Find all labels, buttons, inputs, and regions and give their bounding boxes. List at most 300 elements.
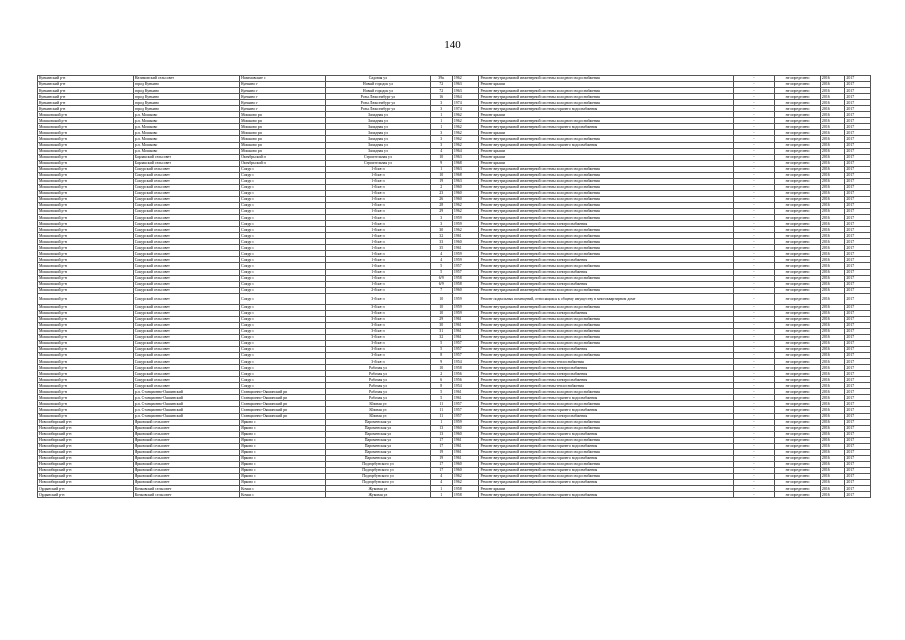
cost-cell: - [733,365,774,371]
municipality-cell: Сокурский сельсовет [133,233,239,239]
settlement-cell: Сокур с [240,287,326,293]
work-type-cell: Ремонт внутридомовой инженерной системы холодного водоснабжения [479,353,733,359]
street-cell: 1-й кв-л [326,196,430,202]
cost-cell: - [733,455,774,461]
municipality-cell: Сокурский сельсовет [133,334,239,340]
settlement-cell: Сокур с [240,275,326,281]
street-cell: Розы Люксембург ул [326,94,430,100]
end-year-cell: 2017 [845,365,871,371]
street-cell: 1-й кв-л [326,190,430,196]
cost-cell: - [733,233,774,239]
work-type-cell: Ремонт внутридомовой инженерной системы холодного водоснабжения [479,190,733,196]
municipality-cell: Ярковский сельсовет [133,425,239,431]
end-year-cell: 2017 [845,328,871,334]
status-cell: не определено [775,389,821,395]
work-type-cell: Ремонт внутридомовой инженерной системы электроснабжения [479,377,733,383]
house-number-cell: 11 [430,407,452,413]
status-cell: не определено [775,227,821,233]
year-cell: 1960 [452,239,479,245]
year-cell: 1963 [452,166,479,172]
street-cell: Строительная ул [326,160,430,166]
street-cell: 3-й кв-л [326,310,430,316]
municipality-cell: город Куньино [133,82,239,88]
cost-cell: - [733,425,774,431]
street-cell: Западная ул [326,112,430,118]
end-year-cell: 2017 [845,251,871,257]
municipality-cell: Сокурский сельсовет [133,377,239,383]
municipality-cell: Сокурский сельсовет [133,263,239,269]
start-year-cell: 2016 [820,82,844,88]
end-year-cell: 2017 [845,227,871,233]
status-cell: не определено [775,190,821,196]
year-cell: 1957 [452,263,479,269]
year-cell: 1957 [452,413,479,419]
end-year-cell: 2017 [845,281,871,287]
house-number-cell: 5 [430,395,452,401]
cost-cell: - [733,419,774,425]
cost-cell: - [733,154,774,160]
municipality-cell: р.п. Мошково [133,118,239,124]
municipality-cell: р.п. Станционно-Ояшинский [133,395,239,401]
district-cell: Мошковский р-н [38,130,134,136]
house-number-cell: 4 [430,480,452,486]
work-type-cell: Ремонт внутридомовой инженерной системы холодного водоснабжения [479,172,733,178]
house-number-cell: 9 [430,160,452,166]
status-cell: не определено [775,88,821,94]
status-cell: не определено [775,178,821,184]
start-year-cell: 2016 [820,209,844,215]
district-cell: Куньинский р-н [38,88,134,94]
house-number-cell: 28 [430,202,452,208]
status-cell: не определено [775,310,821,316]
status-cell: не определено [775,383,821,389]
start-year-cell: 2016 [820,142,844,148]
status-cell: не определено [775,322,821,328]
street-cell: 1-й кв-л [326,166,430,172]
street-cell: Западная ул [326,118,430,124]
cost-cell: - [733,340,774,346]
house-number-cell: 11 [430,401,452,407]
start-year-cell: 2016 [820,304,844,310]
municipality-cell: р.п. Станционно-Ояшинский [133,401,239,407]
district-cell: Мошковский р-н [38,245,134,251]
start-year-cell: 2016 [820,190,844,196]
end-year-cell: 2017 [845,263,871,269]
end-year-cell: 2017 [845,269,871,275]
settlement-cell: Сокур с [240,269,326,275]
district-cell: Мошковский р-н [38,401,134,407]
year-cell: 1959 [452,215,479,221]
settlement-cell: Сокур с [240,293,326,304]
year-cell: 1959 [452,310,479,316]
work-type-cell: Ремонт внутридомовой инженерной системы электроснабжения [479,371,733,377]
end-year-cell: 2017 [845,88,871,94]
status-cell: не определено [775,455,821,461]
house-number-cell: 10 [430,154,452,160]
cost-cell: - [733,377,774,383]
status-cell: не определено [775,328,821,334]
district-cell: Мошковский р-н [38,365,134,371]
street-cell: Пароменская ул [326,431,430,437]
cost-cell: - [733,449,774,455]
district-cell: Мошковский р-н [38,322,134,328]
work-type-cell: Ремонт внутридомовой инженерной системы холодного водоснабжения [479,287,733,293]
municipality-cell: Сокурский сельсовет [133,340,239,346]
settlement-cell: Сокур с [240,353,326,359]
cost-cell: - [733,88,774,94]
street-cell: Западная ул [326,148,430,154]
status-cell: не определено [775,76,821,82]
start-year-cell: 2016 [820,437,844,443]
status-cell: не определено [775,106,821,112]
cost-cell: - [733,304,774,310]
street-cell: 1-й кв-л [326,239,430,245]
end-year-cell: 2017 [845,221,871,227]
year-cell: 1961 [452,443,479,449]
status-cell: не определено [775,251,821,257]
district-cell: Мошковский р-н [38,407,134,413]
work-type-cell: Ремонт внутридомовой инженерной системы холодного водоснабжения [479,389,733,395]
house-number-cell: 19 [430,449,452,455]
municipality-cell: Сокурский сельсовет [133,178,239,184]
settlement-cell: Станционно-Ояшинский рп [240,407,326,413]
house-number-cell: 10 [430,310,452,316]
work-type-cell: Ремонт внутридомовой инженерной системы горячего водоснабжения [479,467,733,473]
district-cell: Новосибирский р-н [38,480,134,486]
year-cell: 1960 [452,425,479,431]
end-year-cell: 2017 [845,371,871,377]
district-cell: Мошковский р-н [38,328,134,334]
work-type-cell: Ремонт внутридомовой инженерной системы горячего водоснабжения [479,395,733,401]
end-year-cell: 2017 [845,395,871,401]
end-year-cell: 2017 [845,310,871,316]
status-cell: не определено [775,304,821,310]
status-cell: не определено [775,347,821,353]
start-year-cell: 2016 [820,287,844,293]
settlement-cell: Ярково с [240,425,326,431]
cost-cell: - [733,112,774,118]
status-cell: не определено [775,425,821,431]
street-cell: 1-й кв-л [326,221,430,227]
end-year-cell: 2017 [845,245,871,251]
status-cell: не определено [775,257,821,263]
house-number-cell: 3 [430,215,452,221]
municipality-cell: город Куньино [133,94,239,100]
house-number-cell: 26 [430,196,452,202]
municipality-cell: Сокурский сельсовет [133,316,239,322]
house-number-cell: 6/9 [430,281,452,287]
cost-cell: - [733,221,774,227]
house-number-cell: 4 [430,148,452,154]
district-cell: Мошковский р-н [38,251,134,257]
year-cell: 1958 [452,281,479,287]
status-cell: не определено [775,275,821,281]
settlement-cell: Сокур с [240,340,326,346]
cost-cell: - [733,443,774,449]
house-number-cell: 72 [430,88,452,94]
district-cell: Мошковский р-н [38,353,134,359]
cost-cell: - [733,263,774,269]
municipality-cell: Сокурский сельсовет [133,304,239,310]
cost-cell: - [733,310,774,316]
start-year-cell: 2016 [820,293,844,304]
district-cell: Новосибирский р-н [38,449,134,455]
work-type-cell: Ремонт внутридомовой инженерной системы холодного водоснабжения [479,437,733,443]
district-cell: Куньинский р-н [38,106,134,112]
settlement-cell: Сокур с [240,172,326,178]
district-cell: Мошковский р-н [38,233,134,239]
street-cell: Подгорбунского ул [326,474,430,480]
municipality-cell: Сокурский сельсовет [133,347,239,353]
end-year-cell: 2017 [845,239,871,245]
start-year-cell: 2016 [820,88,844,94]
status-cell: не определено [775,371,821,377]
end-year-cell: 2017 [845,413,871,419]
street-cell: 1-й кв-л [326,215,430,221]
district-cell: Куньинский р-н [38,76,134,82]
cost-cell: - [733,172,774,178]
municipality-cell: Сокурский сельсовет [133,227,239,233]
municipality-cell: Ярковский сельсовет [133,461,239,467]
street-cell: 1-й кв-л [326,178,430,184]
work-type-cell: Ремонт внутридомовой инженерной системы холодного водоснабжения [479,334,733,340]
work-type-cell: Ремонт внутридомовой инженерной системы холодного водоснабжения [479,215,733,221]
year-cell: 1959 [452,257,479,263]
municipality-cell: Сокурский сельсовет [133,383,239,389]
end-year-cell: 2017 [845,316,871,322]
start-year-cell: 2016 [820,371,844,377]
work-type-cell: Ремонт внутридомовой инженерной системы холодного водоснабжения [479,202,733,208]
municipality-cell: Сокурский сельсовет [133,215,239,221]
settlement-cell: Куньино г [240,100,326,106]
year-cell: 1960 [452,431,479,437]
district-cell: Мошковский р-н [38,413,134,419]
settlement-cell: Мошково рп [240,112,326,118]
settlement-cell: Ярково с [240,480,326,486]
start-year-cell: 2016 [820,389,844,395]
municipality-cell: р.п. Мошково [133,130,239,136]
street-cell: 3-й кв-л [326,353,430,359]
work-type-cell: Ремонт внутридомовой инженерной системы горячего водоснабжения [479,124,733,130]
start-year-cell: 2016 [820,184,844,190]
start-year-cell: 2016 [820,340,844,346]
start-year-cell: 2016 [820,480,844,486]
house-number-cell: 72 [430,82,452,88]
cost-cell: - [733,401,774,407]
start-year-cell: 2016 [820,245,844,251]
start-year-cell: 2016 [820,263,844,269]
district-cell: Мошковский р-н [38,383,134,389]
work-type-cell: Ремонт внутридомовой инженерной системы теплоснабжения [479,359,733,365]
year-cell: 1964 [452,148,479,154]
work-type-cell: Ремонт внутридомовой инженерной системы электроснабжения [479,221,733,227]
settlement-cell: Сокур с [240,257,326,263]
settlement-cell: Ярково с [240,419,326,425]
street-cell: Подгорбунского ул [326,480,430,486]
year-cell: 1960 [452,184,479,190]
settlement-cell: Ярково с [240,449,326,455]
cost-cell: - [733,474,774,480]
year-cell: 1962 [452,202,479,208]
year-cell: 1960 [452,467,479,473]
cost-cell: - [733,437,774,443]
status-cell: не определено [775,172,821,178]
district-cell: Мошковский р-н [38,257,134,263]
district-cell: Новосибирский р-н [38,474,134,480]
work-type-cell: Ремонт внутридомовой инженерной системы холодного водоснабжения [479,184,733,190]
status-cell: не определено [775,401,821,407]
status-cell: не определено [775,443,821,449]
work-type-cell: Ремонт внутридомовой инженерной системы холодного водоснабжения [479,227,733,233]
house-number-cell: 8 [430,353,452,359]
settlement-cell: Ярково с [240,474,326,480]
municipality-cell: Ярковский сельсовет [133,480,239,486]
street-cell: Западная ул [326,136,430,142]
house-number-cell: 3 [430,106,452,112]
start-year-cell: 2016 [820,136,844,142]
house-number-cell: 16 [430,94,452,100]
cost-cell: - [733,371,774,377]
work-type-cell: Ремонт внутридомовой инженерной системы холодного водоснабжения [479,419,733,425]
status-cell: не определено [775,407,821,413]
settlement-cell: Ярково с [240,443,326,449]
district-cell: Мошковский р-н [38,304,134,310]
start-year-cell: 2016 [820,401,844,407]
street-cell: Рабочая ул [326,371,430,377]
work-type-cell: Ремонт внутридомовой инженерной системы холодного водоснабжения [479,166,733,172]
municipality-cell: Сокурский сельсовет [133,359,239,365]
work-type-cell: Ремонт внутридомовой инженерной системы холодного водоснабжения [479,245,733,251]
year-cell: 1954 [452,359,479,365]
district-cell: Мошковский р-н [38,215,134,221]
status-cell: не определено [775,461,821,467]
district-cell: Новосибирский р-н [38,455,134,461]
start-year-cell: 2016 [820,281,844,287]
start-year-cell: 2016 [820,215,844,221]
status-cell: не определено [775,474,821,480]
district-cell: Мошковский р-н [38,347,134,353]
year-cell: 1962 [452,124,479,130]
year-cell: 1963 [452,82,479,88]
cost-cell: - [733,287,774,293]
work-type-cell: Ремонт крыши [479,148,733,154]
cost-cell: - [733,166,774,172]
status-cell: не определено [775,245,821,251]
work-type-cell: Ремонт внутридомовой инженерной системы холодного водоснабжения [479,136,733,142]
start-year-cell: 2016 [820,419,844,425]
start-year-cell: 2016 [820,233,844,239]
settlement-cell: Сокур с [240,281,326,287]
start-year-cell: 2016 [820,328,844,334]
year-cell: 1962 [452,76,479,82]
municipality-cell: р.п. Станционно-Ояшинский [133,389,239,395]
cost-cell: - [733,215,774,221]
municipality-cell: Сокурский сельсовет [133,275,239,281]
district-cell: Новосибирский р-н [38,437,134,443]
house-number-cell: 5 [430,269,452,275]
house-number-cell: 35 [430,245,452,251]
district-cell: Мошковский р-н [38,172,134,178]
settlement-cell: Сокур с [240,322,326,328]
settlement-cell: Сокур с [240,184,326,190]
end-year-cell: 2017 [845,160,871,166]
district-cell: Мошковский р-н [38,148,134,154]
municipality-cell: город Куньино [133,100,239,106]
status-cell: не определено [775,413,821,419]
municipality-cell: Сокурский сельсовет [133,287,239,293]
district-cell: Мошковский р-н [38,287,134,293]
work-type-cell: Ремонт внутридомовой инженерной системы электроснабжения [479,281,733,287]
municipality-cell: Сокурский сельсовет [133,353,239,359]
house-number-cell: 5 [430,263,452,269]
settlement-cell: Сокур с [240,304,326,310]
cost-cell: - [733,389,774,395]
street-cell: 3-й кв-л [326,328,430,334]
start-year-cell: 2016 [820,310,844,316]
street-cell: Рабочая ул [326,389,430,395]
end-year-cell: 2017 [845,383,871,389]
year-cell: 1962 [452,227,479,233]
work-type-cell: Ремонт внутридомовой инженерной системы холодного водоснабжения [479,251,733,257]
street-cell: 2-й кв-л [326,287,430,293]
end-year-cell: 2017 [845,166,871,172]
end-year-cell: 2017 [845,353,871,359]
municipality-cell: Барлакский сельсовет [133,160,239,166]
cost-cell: - [733,293,774,304]
table-row [38,293,871,304]
start-year-cell: 2016 [820,106,844,112]
street-cell: Рабочая ул [326,365,430,371]
year-cell: 1961 [452,449,479,455]
work-type-cell: Ремонт внутридомовой инженерной системы горячего водоснабжения [479,455,733,461]
municipality-cell: р.п. Мошково [133,142,239,148]
end-year-cell: 2017 [845,196,871,202]
district-cell: Ордынский р-н [38,492,134,498]
year-cell: 1961 [452,233,479,239]
cost-cell: - [733,347,774,353]
year-cell: 1958 [452,492,479,498]
district-cell: Мошковский р-н [38,221,134,227]
house-number-cell: 33 [430,239,452,245]
end-year-cell: 2017 [845,178,871,184]
street-cell: Новый городок ул [326,88,430,94]
start-year-cell: 2016 [820,100,844,106]
settlement-cell: Сокур с [240,371,326,377]
start-year-cell: 2016 [820,148,844,154]
end-year-cell: 2017 [845,437,871,443]
status-cell: не определено [775,419,821,425]
year-cell: 1956 [452,371,479,377]
municipality-cell: Кочковский сельсовет [133,486,239,492]
work-type-cell: Ремонт внутридомовой инженерной системы холодного водоснабжения [479,88,733,94]
start-year-cell: 2016 [820,154,844,160]
street-cell: Пароменская ул [326,419,430,425]
work-type-cell: Ремонт внутридомовой инженерной системы холодного водоснабжения [479,76,733,82]
start-year-cell: 2016 [820,196,844,202]
cost-cell: - [733,76,774,82]
status-cell: не определено [775,124,821,130]
settlement-cell: Сокур с [240,178,326,184]
year-cell: 1956 [452,377,479,383]
status-cell: не определено [775,202,821,208]
cost-cell: - [733,106,774,112]
status-cell: не определено [775,233,821,239]
work-type-cell: Ремонт внутридомовой инженерной системы холодного водоснабжения [479,401,733,407]
start-year-cell: 2016 [820,407,844,413]
district-cell: Мошковский р-н [38,377,134,383]
status-cell: не определено [775,166,821,172]
work-type-cell: Ремонт внутридомовой инженерной системы горячего водоснабжения [479,443,733,449]
